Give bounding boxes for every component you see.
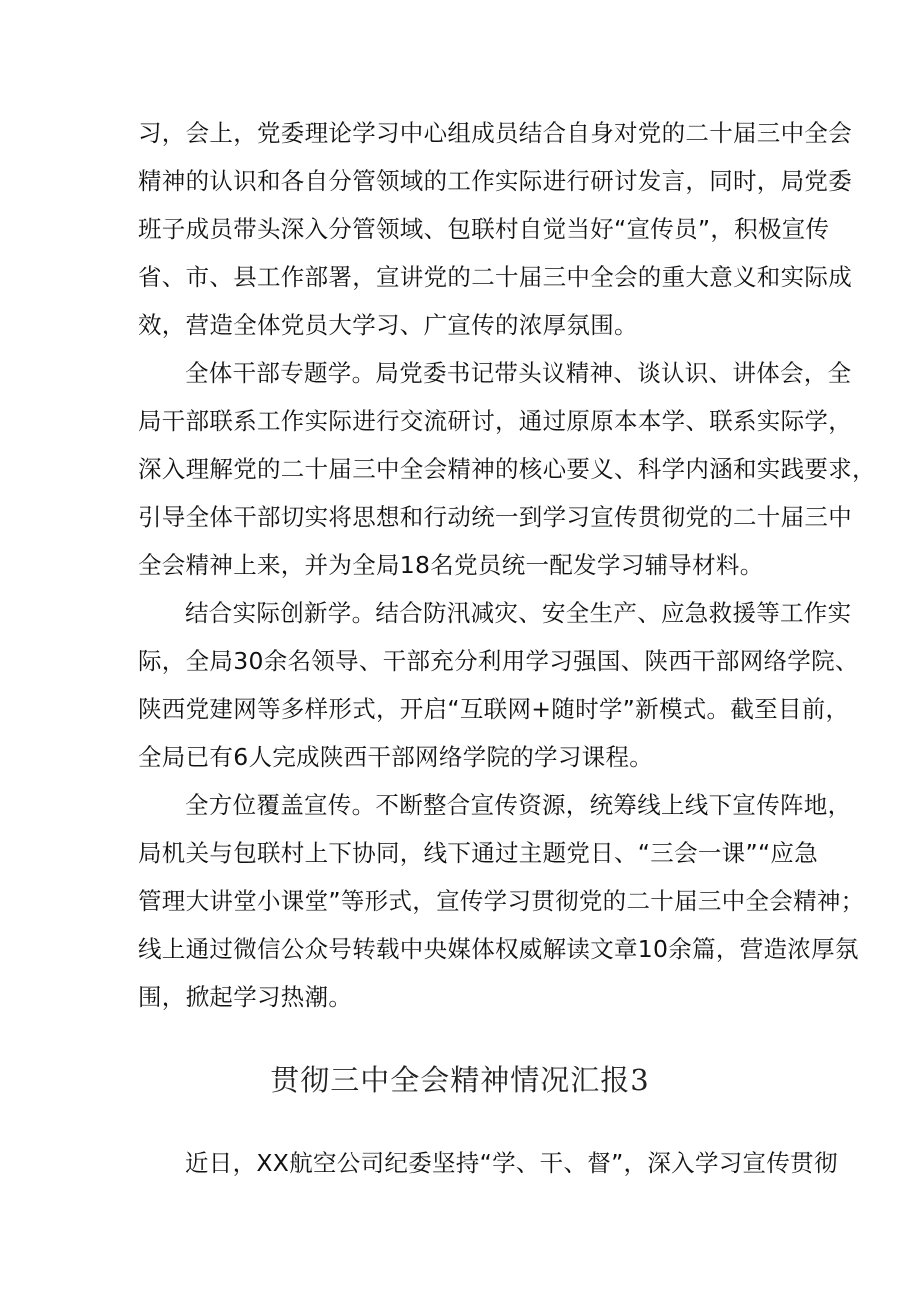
paragraph-publicity-start: 全方位覆盖宣传。不断整合宣传资源，统筹线上线下宣传阵地， — [185, 791, 852, 819]
text-line-14: 全局已有6人完成陕西干部网络学院的学习课程。 — [138, 743, 654, 771]
paragraph-innovation-start: 结合实际创新学。结合防汛减灾、安全生产、应急救援等工作实 — [185, 599, 852, 627]
text-line-7: 局干部联系工作实际进行交流研讨，通过原原本本学、联系实际学， — [138, 407, 852, 435]
text-line-5: 效，营造全体党员大学习、广宣传的浓厚氛围。 — [138, 311, 638, 339]
text-line-12: 际，全局30余名领导、干部充分利用学习强国、陕西干部网络学院、 — [138, 647, 859, 675]
text-line-4: 省、市、县工作部署，宣讲党的二十届三中全会的重大意义和实际成 — [138, 263, 852, 291]
text-line-10: 全会精神上来，并为全局18名党员统一配发学习辅导材料。 — [138, 551, 764, 579]
text-line-8: 深入理解党的二十届三中全会精神的核心要义、科学内涵和实践要求， — [138, 455, 876, 483]
text-line-2: 精神的认识和各自分管领域的工作实际进行研讨发言，同时，局党委 — [138, 167, 852, 195]
text-line-19: 围，掀起学习热潮。 — [138, 983, 353, 1011]
text-line-1: 习，会上，党委理论学习中心组成员结合自身对党的二十届三中全会 — [138, 119, 852, 147]
paragraph-next-start: 近日，XX航空公司纪委坚持“学、干、督”，深入学习宣传贯彻 — [185, 1149, 838, 1177]
text-line-18: 线上通过微信公众号转载中央媒体权威解读文章10余篇，营造浓厚氛 — [138, 935, 859, 963]
text-line-3: 班子成员带头深入分管领域、包联村自觉当好“宣传员”，积极宣传 — [138, 215, 830, 243]
text-line-16: 局机关与包联村上下协同，线下通过主题党日、“三会一课”“应急 — [138, 839, 819, 867]
text-line-9: 引导全体干部切实将思想和行动统一到学习宣传贯彻党的二十届三中 — [138, 503, 852, 531]
text-line-17: 管理大讲堂小课堂”等形式，宣传学习贯彻党的二十届三中全会精神； — [138, 887, 865, 915]
section-heading: 贯彻三中全会精神情况汇报3 — [270, 1063, 650, 1097]
paragraph-cadre-study-start: 全体干部专题学。局党委书记带头议精神、谈认识、讲体会，全 — [185, 359, 852, 387]
text-line-13: 陕西党建网等多样形式，开启“互联网+随时学”新模式。截至目前， — [138, 695, 850, 723]
